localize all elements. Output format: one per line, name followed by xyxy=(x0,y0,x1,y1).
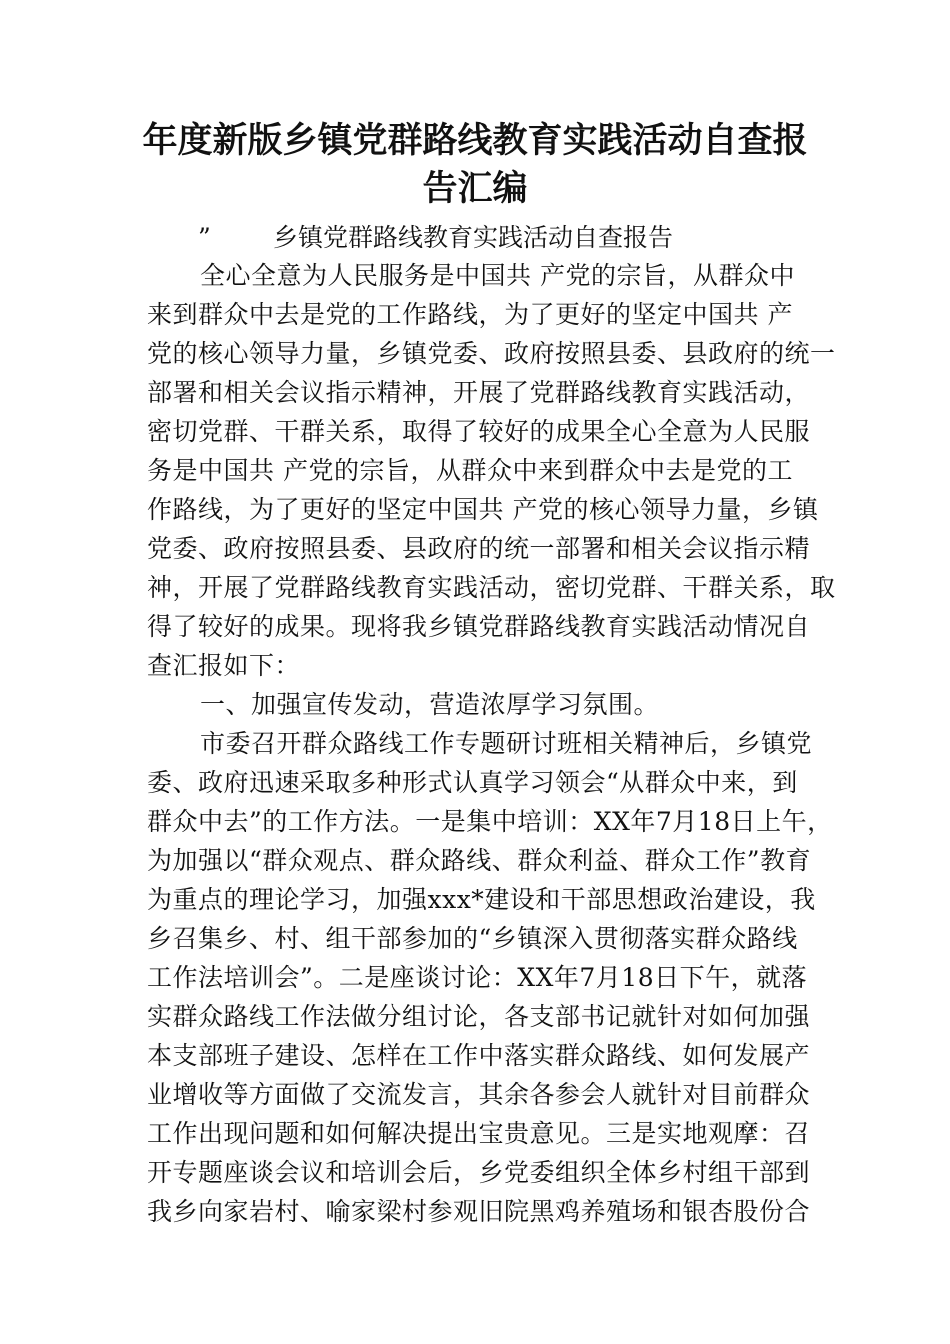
body-line: 为重点的理论学习，加强xxx*建设和干部思想政治建设，我 xyxy=(147,885,816,914)
document-title-line-1: 年度新版乡镇党群路线教育实践活动自查报 xyxy=(142,121,808,161)
body-line: 委、政府迅速采取多种形式认真学习领会“从群众中来，到 xyxy=(147,768,798,797)
body-line: 部署和相关会议指示精神，开展了党群路线教育实践活动， xyxy=(147,378,811,407)
body-line: 作路线，为了更好的坚定中国共 产党的核心领导力量，乡镇 xyxy=(147,495,819,524)
subtitle-quote-mark: ” xyxy=(198,223,211,252)
body-line: 市委召开群众路线工作专题研讨班相关精神后，乡镇党 xyxy=(200,729,813,758)
body-line: 工作法培训会”。二是座谈讨论：XX年7月18日下午，就落 xyxy=(147,963,808,992)
body-line: 来到群众中去是党的工作路线，为了更好的坚定中国共 产 xyxy=(147,300,793,329)
body-line: 工作出现问题和如何解决提出宝贵意见。三是实地观摩：召 xyxy=(147,1119,811,1148)
body-line: 得了较好的成果。现将我乡镇党群路线教育实践活动情况自 xyxy=(147,612,811,641)
body-line: 实群众路线工作法做分组讨论，各支部书记就针对如何加强 xyxy=(147,1002,811,1031)
body-line: 密切党群、干群关系，取得了较好的成果全心全意为人民服 xyxy=(147,417,811,446)
body-line: 乡召集乡、村、组干部参加的“乡镇深入贯彻落实群众路线 xyxy=(147,924,798,953)
body-line: 全心全意为人民服务是中国共 产党的宗旨，从群众中 xyxy=(200,261,795,290)
body-line: 业增收等方面做了交流发言，其余各参会人就针对目前群众 xyxy=(147,1080,811,1109)
body-line: 为加强以“群众观点、群众路线、群众利益、群众工作”教育 xyxy=(147,846,812,875)
document-subtitle: 乡镇党群路线教育实践活动自查报告 xyxy=(273,223,674,252)
body-line: 务是中国共 产党的宗旨，从群众中来到群众中去是党的工 xyxy=(147,456,793,485)
body-line: 我乡向家岩村、喻家梁村参观旧院黑鸡养殖场和银杏股份合 xyxy=(147,1197,811,1226)
body-line: 党委、政府按照县委、县政府的统一部署和相关会议指示精 xyxy=(147,534,811,563)
document-title-line-2: 告汇编 xyxy=(422,169,528,209)
body-line: 党的核心领导力量，乡镇党委、政府按照县委、县政府的统一 xyxy=(147,339,836,368)
body-line: 查汇报如下： xyxy=(147,651,301,680)
section-heading: 一、加强宣传发动，营造浓厚学习氛围。 xyxy=(200,690,660,719)
body-line: 群众中去”的工作方法。一是集中培训：XX年7月18日上午， xyxy=(147,807,833,836)
body-line: 开专题座谈会议和培训会后，乡党委组织全体乡村组干部到 xyxy=(147,1158,811,1187)
body-line: 神，开展了党群路线教育实践活动，密切党群、干群关系，取 xyxy=(147,573,836,602)
body-line: 本支部班子建设、怎样在工作中落实群众路线、如何发展产 xyxy=(147,1041,811,1070)
